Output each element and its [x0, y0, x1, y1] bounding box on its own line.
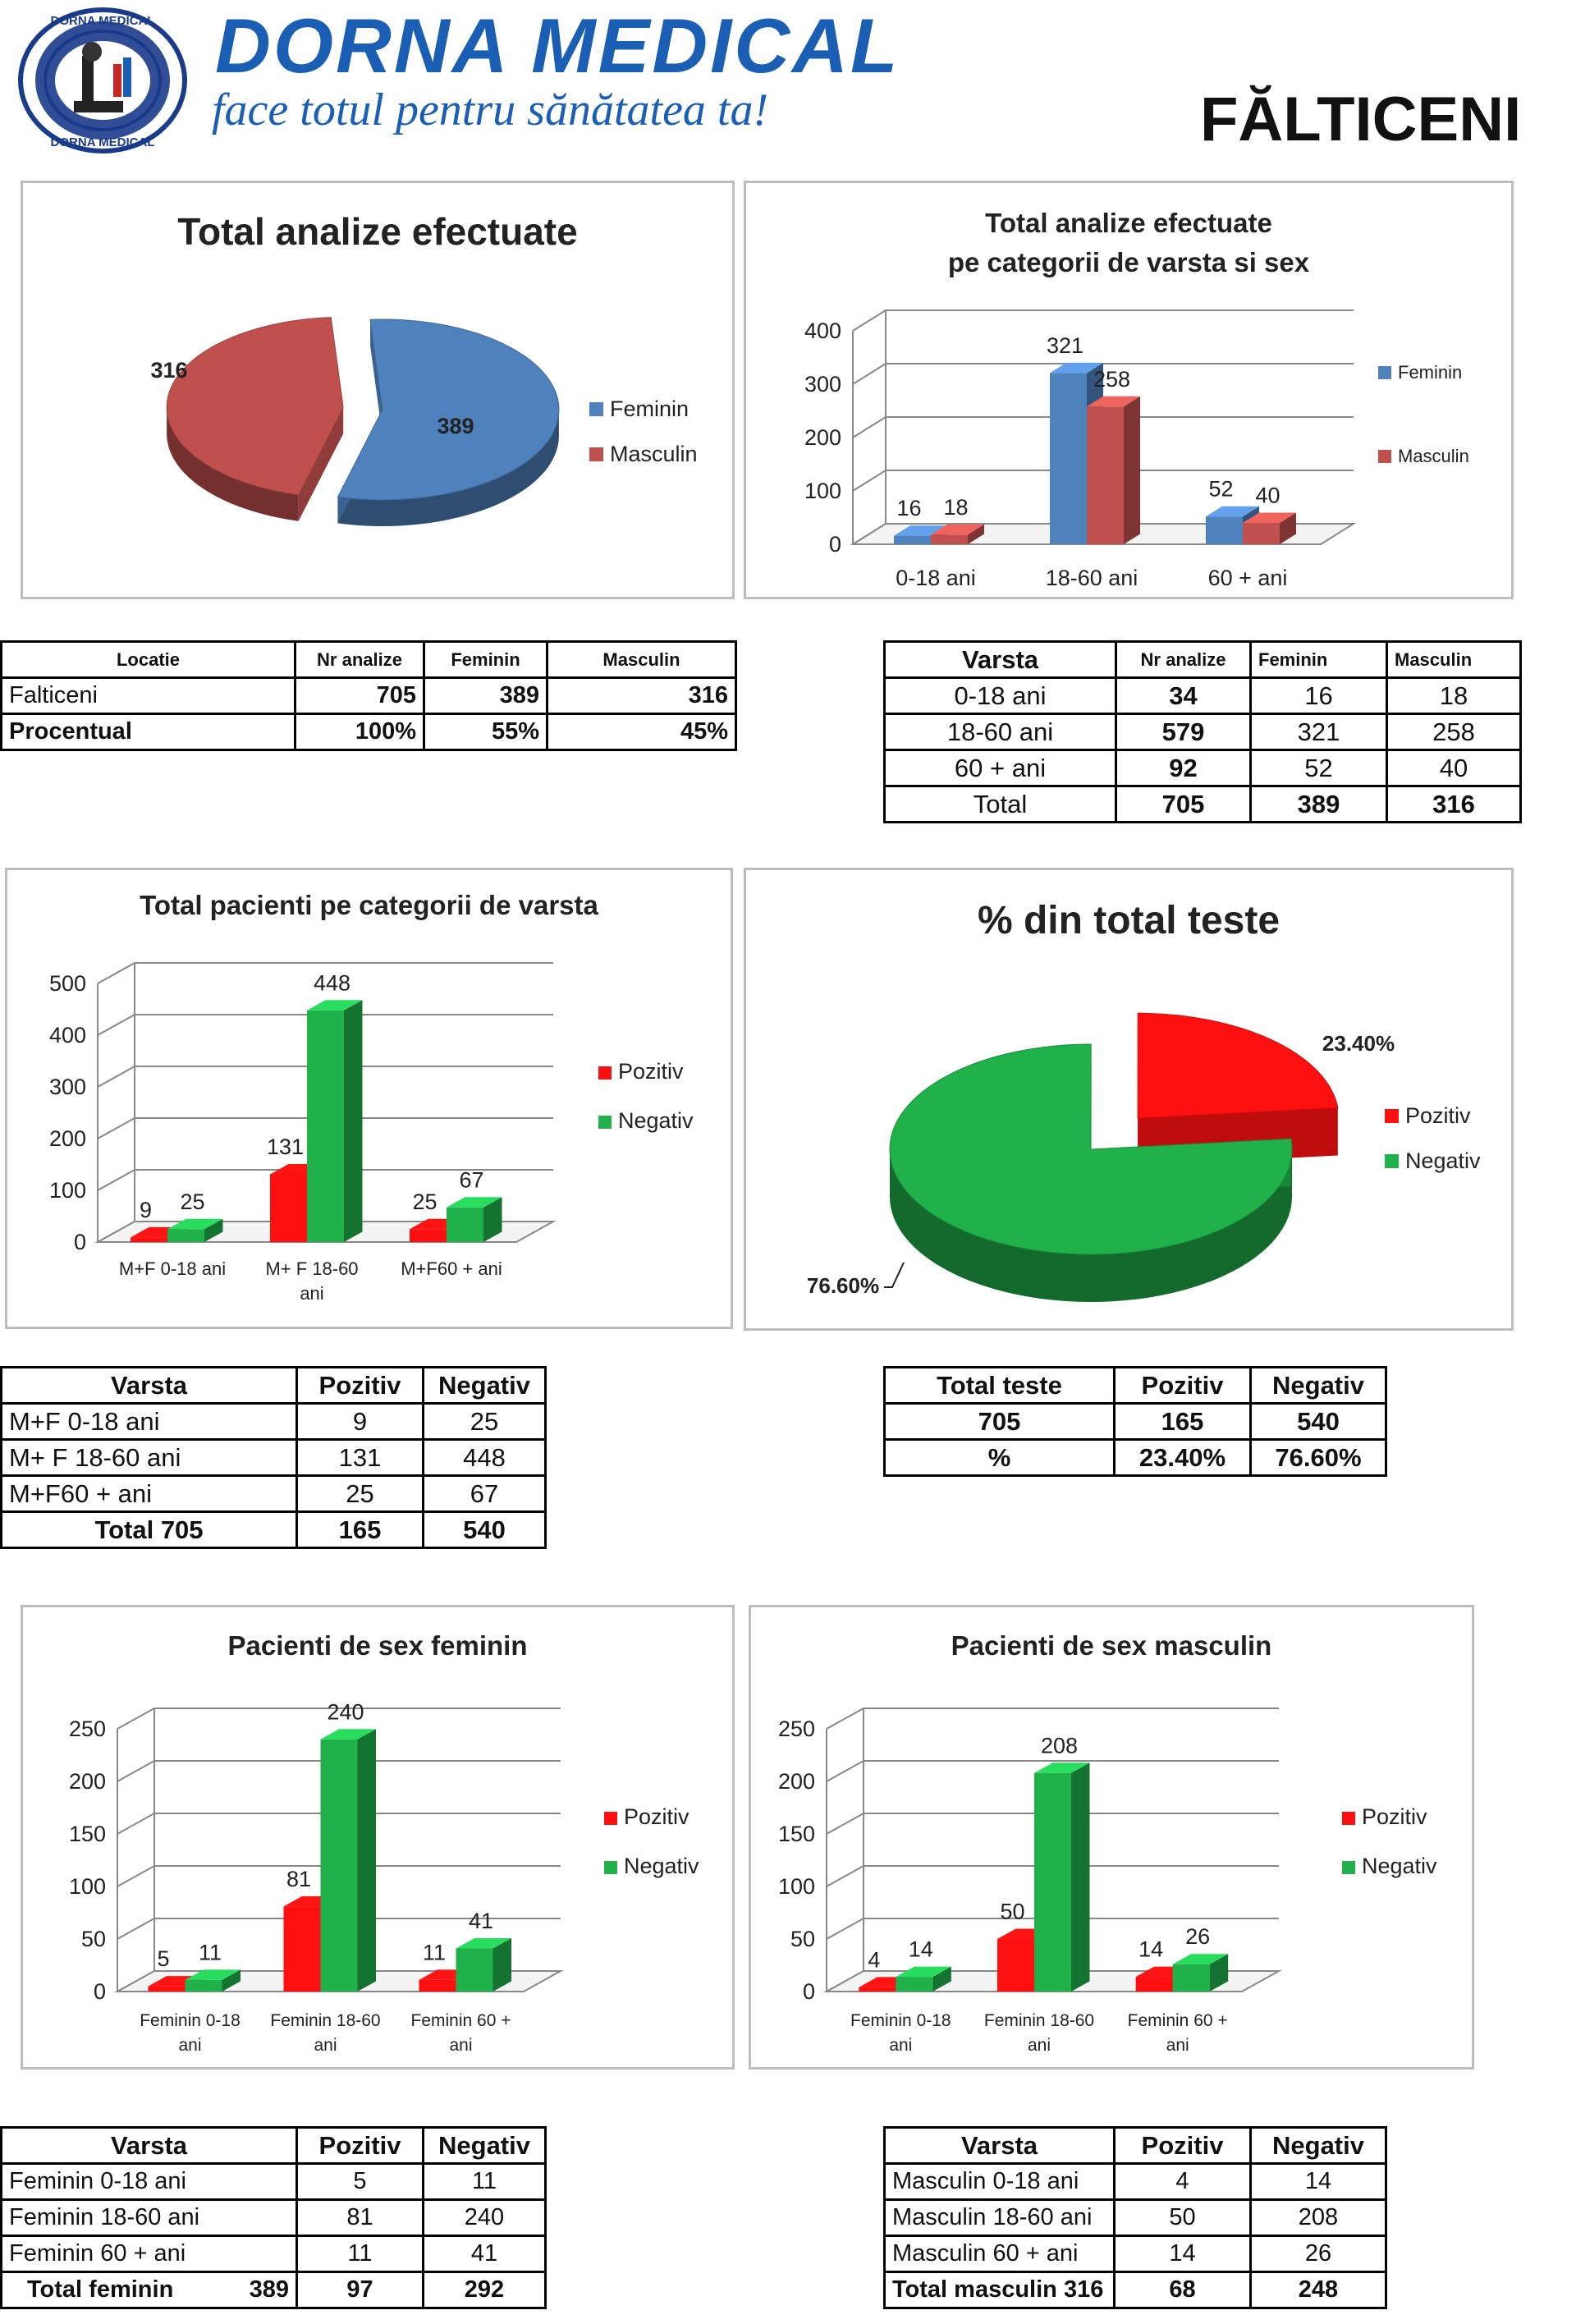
- bar-side: [1071, 1762, 1090, 1992]
- legend-swatch-pozitiv: [1385, 1109, 1399, 1123]
- bar-negativ: [307, 1011, 344, 1242]
- legend-label: Masculin: [1398, 446, 1469, 466]
- y-tick-label: 100: [777, 1874, 815, 1899]
- legend-swatch-pozitiv: [1342, 1812, 1355, 1825]
- x-tick-label: Feminin 0-18: [140, 2011, 241, 2030]
- chart-title: Total pacienti pe categorii de varsta: [140, 890, 598, 920]
- data-label: 208: [1040, 1733, 1079, 1758]
- chart-title-line2: pe categorii de varsta si sex: [947, 247, 1310, 277]
- bar-negativ: [447, 1208, 483, 1242]
- cell: 11: [297, 2236, 424, 2272]
- x-tick-label: ani: [314, 2036, 337, 2055]
- table-row: [2, 1404, 546, 1440]
- data-label: 4: [868, 1947, 881, 1973]
- total-label: Total masculin: [892, 2276, 1057, 2303]
- data-label: 448: [313, 970, 351, 996]
- bar-negativ: [456, 1949, 493, 1992]
- cell: Falticeni: [2, 678, 296, 714]
- data-label: 40: [1255, 483, 1280, 508]
- legend-swatch-masculin: [589, 447, 603, 461]
- y-tick-label: 0: [828, 532, 841, 557]
- cell: 50: [1115, 2200, 1251, 2236]
- cell: 14: [1115, 2236, 1251, 2272]
- cell: 540: [1251, 1404, 1386, 1440]
- cell: 4: [1115, 2164, 1251, 2200]
- cell: Masculin 0-18 ani: [885, 2164, 1115, 2200]
- th-pozitiv: Pozitiv: [297, 1368, 424, 1404]
- x-tick-label: ani: [1166, 2036, 1189, 2055]
- y-tick-label: 300: [48, 1075, 86, 1099]
- cell: 316: [1387, 786, 1521, 823]
- gridline: [827, 1708, 1279, 1729]
- leader-line: [884, 1263, 904, 1287]
- x-tick-label: ani: [449, 2036, 473, 2055]
- th-varsta: Varsta: [885, 2128, 1115, 2164]
- x-tick-label: Feminin 0-18: [850, 2011, 951, 2030]
- x-tick-label: ani: [889, 2036, 913, 2055]
- cell: Total 705: [2, 1512, 297, 1548]
- bar-negativ: [321, 1740, 358, 1992]
- cell: 25: [297, 1476, 424, 1512]
- y-tick-label: 100: [804, 479, 841, 503]
- table-varsta-rezultat: [0, 1366, 547, 1549]
- bar-negativ: [1034, 1773, 1071, 1992]
- table-row-total: [2, 2272, 546, 2308]
- location-title: FĂLTICENI: [1200, 85, 1522, 154]
- cell: 240: [424, 2200, 546, 2236]
- data-label: 41: [468, 1909, 494, 1934]
- brand-name: DORNA MEDICAL: [215, 2, 900, 89]
- th-varsta: Varsta: [885, 642, 1116, 678]
- cell: 0-18 ani: [885, 678, 1116, 714]
- legend-label: Negativ: [1405, 1148, 1481, 1173]
- y-tick-label: 200: [68, 1769, 106, 1794]
- th-varsta: Varsta: [2, 2128, 297, 2164]
- chart-legend: [1385, 1103, 1481, 1194]
- table-locatie: [0, 640, 737, 751]
- cell: 705: [885, 1404, 1115, 1440]
- data-label: 23.40%: [1322, 1031, 1395, 1056]
- th-total-teste: Total teste: [885, 1368, 1115, 1404]
- cell: 540: [424, 1512, 546, 1548]
- cell: 81: [297, 2200, 424, 2236]
- th-feminin: Feminin: [1251, 642, 1387, 678]
- cell: 9: [297, 1404, 424, 1440]
- y-tick-label: 500: [48, 971, 86, 996]
- cell: Total: [885, 786, 1116, 823]
- panel-pacienti-varsta: [5, 868, 733, 1329]
- data-label: 11: [198, 1940, 222, 1965]
- x-tick-label: Feminin 60 +: [1127, 2011, 1228, 2030]
- th-nr-analize: Nr analize: [296, 642, 424, 678]
- y-tick-label: 200: [804, 425, 841, 450]
- bar-feminin: [1050, 373, 1087, 544]
- cell: 579: [1116, 714, 1251, 750]
- bar-pozitiv: [149, 1987, 186, 1992]
- cell: 248: [1251, 2272, 1386, 2308]
- cell: Feminin 0-18 ani: [2, 2164, 297, 2200]
- chart-title: % din total teste: [977, 899, 1280, 942]
- cell: 67: [424, 1476, 546, 1512]
- y-tick-label: 300: [804, 372, 841, 397]
- legend-label: Pozitiv: [618, 1059, 684, 1084]
- table-row: [885, 1440, 1386, 1476]
- y-tick-label: 200: [48, 1126, 86, 1151]
- cell: 705: [1116, 786, 1251, 823]
- legend-label: Feminin: [610, 397, 690, 421]
- cell: 165: [297, 1512, 424, 1548]
- data-label: 67: [459, 1167, 484, 1193]
- cell: M+F 0-18 ani: [2, 1404, 297, 1440]
- table-row-total: [885, 2272, 1386, 2308]
- legend-swatch-pozitiv: [604, 1812, 617, 1825]
- th-varsta: Varsta: [2, 1368, 297, 1404]
- svg-text:DORNA MEDICAL: DORNA MEDICAL: [50, 14, 155, 28]
- x-tick-label: ani: [178, 2036, 202, 2055]
- bar-feminin: [1206, 516, 1243, 544]
- data-label: 316: [150, 358, 188, 383]
- bar-pozitiv: [419, 1980, 456, 1992]
- th-nr-analize: Nr analize: [1116, 642, 1251, 678]
- y-tick-label: 200: [777, 1769, 815, 1794]
- y-tick-label: 0: [73, 1230, 86, 1254]
- th-locatie: Locatie: [2, 642, 296, 678]
- y-tick-label: 400: [804, 319, 841, 343]
- bar-pozitiv: [284, 1906, 321, 1992]
- th-negativ: Negativ: [1251, 2128, 1386, 2164]
- y-tick-label: 400: [48, 1023, 86, 1047]
- cell: 131: [297, 1440, 424, 1476]
- table-row: [885, 2164, 1386, 2200]
- th-pozitiv: Pozitiv: [1115, 1368, 1251, 1404]
- panel-pacienti-feminin: [21, 1605, 735, 2070]
- data-label: 11: [422, 1940, 447, 1965]
- data-label: 258: [1093, 366, 1131, 392]
- data-label: 14: [908, 1937, 933, 1962]
- bar-negativ: [186, 1980, 222, 1992]
- x-tick-label: Feminin 60 +: [410, 2011, 511, 2030]
- table-row: [885, 2200, 1386, 2236]
- cell: 16: [1251, 678, 1387, 714]
- bar-masculin: [931, 534, 968, 544]
- bar-pozitiv: [270, 1174, 307, 1242]
- table-varsta-sex: [883, 640, 1522, 823]
- bar-side: [1124, 397, 1140, 544]
- cell: 208: [1251, 2200, 1386, 2236]
- cell: 14: [1251, 2164, 1386, 2200]
- bar-feminin: [894, 536, 931, 544]
- cell: 165: [1115, 1404, 1251, 1440]
- data-label: 14: [1138, 1937, 1164, 1962]
- y-tick-label: 100: [48, 1178, 86, 1203]
- cell: 18: [1387, 678, 1521, 714]
- th-masculin: Masculin: [547, 642, 736, 678]
- cell: 292: [424, 2272, 546, 2308]
- panel-analize-varsta-sex: [744, 181, 1514, 599]
- table-row: [2, 678, 736, 714]
- cell: 76.60%: [1251, 1440, 1386, 1476]
- x-tick-label: M+ F 18-60: [265, 1258, 359, 1279]
- legend-label: Feminin: [1398, 362, 1463, 383]
- cell: %: [885, 1440, 1115, 1476]
- svg-text:DORNA MEDICAL: DORNA MEDICAL: [50, 135, 155, 149]
- total-count: 316: [1063, 2276, 1104, 2303]
- chart-title: Total analize efectuate: [177, 210, 578, 253]
- y-tick-label: 50: [80, 1927, 106, 1951]
- cell: 60 + ani: [885, 750, 1116, 786]
- total-count: 389: [249, 2276, 289, 2303]
- th-negativ: Negativ: [424, 1368, 546, 1404]
- panel-pacienti-masculin: [749, 1605, 1474, 2070]
- legend-swatch-negativ: [598, 1116, 612, 1129]
- cell: 11: [424, 2164, 546, 2200]
- chart-title: Pacienti de sex masculin: [951, 1630, 1272, 1661]
- data-label: 5: [157, 1946, 170, 1972]
- cell: 258: [1387, 714, 1521, 750]
- logo-seal: [16, 7, 189, 154]
- cell: Feminin 60 + ani: [2, 2236, 297, 2272]
- table-masculin: [883, 2126, 1387, 2309]
- table-row: [2, 2236, 546, 2272]
- cell: Masculin 18-60 ani: [885, 2200, 1115, 2236]
- legend-label: Pozitiv: [1405, 1103, 1471, 1128]
- bar-side: [344, 1000, 363, 1242]
- x-tick-label: ani: [300, 1283, 324, 1304]
- data-label: 16: [896, 496, 922, 521]
- bar-chart-pacienti-feminin: [23, 1607, 737, 2072]
- x-tick-label: 0-18 ani: [896, 566, 976, 590]
- table-row: [2, 2200, 546, 2236]
- pie-chart-procent-teste: [746, 870, 1516, 1333]
- bar-pozitiv: [410, 1229, 447, 1242]
- bar-negativ: [1173, 1964, 1210, 1992]
- table-row: [885, 750, 1521, 786]
- data-label: 9: [139, 1197, 153, 1222]
- x-tick-label: 18-60 ani: [1045, 566, 1138, 590]
- table-row: [2, 1440, 546, 1476]
- cell: 321: [1251, 714, 1387, 750]
- table-row: [885, 678, 1521, 714]
- data-label: 18: [943, 494, 969, 520]
- data-label: 240: [327, 1699, 364, 1725]
- bar-masculin: [1087, 406, 1124, 544]
- x-tick-label: 60 + ani: [1207, 566, 1288, 590]
- legend-label: Negativ: [618, 1108, 694, 1133]
- gridline: [853, 310, 1354, 331]
- table-feminin: [0, 2126, 547, 2309]
- table-row: [2, 2164, 546, 2200]
- cell: 55%: [424, 714, 547, 750]
- bar-negativ: [896, 1977, 932, 1992]
- cell: 68: [1115, 2272, 1251, 2308]
- chart-title: Pacienti de sex feminin: [227, 1630, 528, 1661]
- table-row: [885, 1404, 1386, 1440]
- legend-swatch-masculin: [1378, 450, 1391, 463]
- data-label: 321: [1046, 332, 1084, 358]
- cell: M+F60 + ani: [2, 1476, 297, 1512]
- cell: Masculin 60 + ani: [885, 2236, 1115, 2272]
- bar-masculin: [1243, 523, 1280, 544]
- bar-negativ: [167, 1229, 204, 1242]
- cell: 25: [424, 1404, 546, 1440]
- legend-swatch-negativ: [604, 1861, 617, 1874]
- panel-total-analize: [21, 181, 735, 599]
- y-tick-label: 0: [93, 1979, 106, 2004]
- cell: Procentual: [2, 714, 296, 750]
- cell: 705: [296, 678, 424, 714]
- legend-swatch-negativ: [1342, 1861, 1355, 1874]
- bar-chart-varsta-sex: [746, 183, 1516, 602]
- data-label: 131: [266, 1134, 305, 1159]
- y-tick-label: 150: [777, 1822, 815, 1846]
- x-tick-label: ani: [1027, 2036, 1051, 2055]
- header: [0, 0, 1576, 168]
- cell: 40: [1387, 750, 1521, 786]
- y-tick-label: 250: [68, 1717, 106, 1741]
- cell: 100%: [296, 714, 424, 750]
- panel-procent-teste: [744, 868, 1514, 1331]
- legend-label: Pozitiv: [624, 1804, 690, 1829]
- pie-slice-pozitiv: [1138, 1013, 1338, 1118]
- chart-title-line1: Total analize efectuate: [985, 208, 1272, 238]
- x-tick-label: M+F60 + ani: [401, 1258, 502, 1279]
- cell: 92: [1116, 750, 1251, 786]
- bar-side: [358, 1729, 377, 1992]
- legend-swatch-feminin: [1378, 366, 1391, 379]
- cell: 389: [1251, 786, 1387, 823]
- table-row-total: [2, 1512, 546, 1548]
- bar-pozitiv: [859, 1987, 896, 1992]
- legend-label: Negativ: [624, 1854, 699, 1878]
- bar-pozitiv: [131, 1237, 167, 1242]
- cell: 97: [297, 2272, 424, 2308]
- data-label: 25: [180, 1189, 205, 1214]
- data-label: 389: [437, 414, 474, 438]
- data-label: 25: [412, 1189, 438, 1214]
- legend-swatch-pozitiv: [598, 1066, 612, 1079]
- chart-legend: [589, 397, 698, 487]
- cell: 34: [1116, 678, 1251, 714]
- th-pozitiv: Pozitiv: [297, 2128, 424, 2164]
- data-label: 52: [1208, 476, 1234, 502]
- cell-total-label: [2, 2272, 297, 2308]
- table-row: [2, 714, 736, 750]
- data-label: 81: [286, 1866, 312, 1891]
- brand-tagline: face totul pentru sănătatea ta!: [212, 85, 769, 135]
- bar-pozitiv: [1136, 1977, 1173, 1992]
- th-feminin: Feminin: [424, 642, 547, 678]
- cell: 52: [1251, 750, 1387, 786]
- legend-swatch-feminin: [589, 402, 603, 416]
- legend-label: Masculin: [610, 442, 698, 466]
- y-tick-label: 150: [68, 1822, 106, 1846]
- legend-label: Pozitiv: [1362, 1804, 1427, 1829]
- y-tick-label: 50: [790, 1927, 815, 1951]
- y-tick-label: 0: [802, 1979, 815, 2004]
- cell: 18-60 ani: [885, 714, 1116, 750]
- data-label: 26: [1185, 1924, 1211, 1950]
- data-label: 50: [1000, 1899, 1025, 1924]
- cell: 389: [424, 678, 547, 714]
- legend-label: Negativ: [1362, 1854, 1437, 1878]
- table-row-total: [885, 786, 1521, 823]
- y-tick-label: 250: [777, 1717, 815, 1741]
- cell-total-label: [885, 2272, 1115, 2308]
- y-tick-label: 100: [68, 1874, 106, 1899]
- th-negativ: Negativ: [1251, 1368, 1386, 1404]
- legend-swatch-negativ: [1385, 1154, 1399, 1168]
- table-row: [885, 2236, 1386, 2272]
- th-pozitiv: Pozitiv: [1115, 2128, 1251, 2164]
- cell: 45%: [547, 714, 736, 750]
- cell: Feminin 18-60 ani: [2, 2200, 297, 2236]
- total-label: Total feminin: [27, 2276, 174, 2303]
- bar-chart-pacienti-varsta: [7, 870, 735, 1332]
- th-masculin: Masculin: [1387, 642, 1521, 678]
- cell: 448: [424, 1440, 546, 1476]
- x-tick-label: Feminin 18-60: [983, 2011, 1095, 2030]
- bar-pozitiv: [997, 1939, 1034, 1992]
- bar-chart-pacienti-masculin: [751, 1607, 1477, 2072]
- cell: 23.40%: [1115, 1440, 1251, 1476]
- cell: 26: [1251, 2236, 1386, 2272]
- pie-chart-total-analize: [23, 183, 737, 602]
- cell: M+ F 18-60 ani: [2, 1440, 297, 1476]
- data-label: 76.60%: [806, 1273, 880, 1298]
- cell: 316: [547, 678, 736, 714]
- cell: 41: [424, 2236, 546, 2272]
- table-row: [2, 1476, 546, 1512]
- cell: 5: [297, 2164, 424, 2200]
- table-total-teste: [883, 1366, 1387, 1477]
- th-negativ: Negativ: [424, 2128, 546, 2164]
- table-row: [885, 714, 1521, 750]
- x-tick-label: Feminin 18-60: [270, 2011, 381, 2030]
- x-tick-label: M+F 0-18 ani: [118, 1258, 227, 1279]
